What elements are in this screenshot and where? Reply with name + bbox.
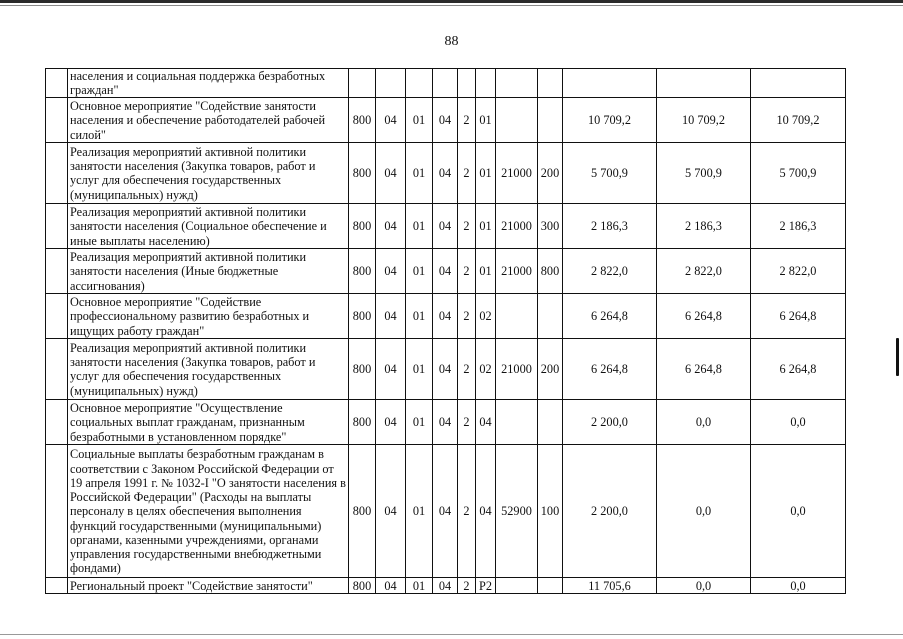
row-lead-cell [46,249,68,294]
section-code: 04 [376,249,406,294]
event-code: 01 [476,143,496,204]
event-code: 04 [476,400,496,445]
row-lead-cell [46,578,68,594]
table-row [46,339,846,400]
event-code: 02 [476,339,496,400]
table-row [46,204,846,249]
program-code [433,69,458,98]
subprogram-code: 2 [458,339,476,400]
program-code: 04 [433,445,458,578]
row-lead-cell [46,143,68,204]
program-code: 04 [433,339,458,400]
section-code: 04 [376,445,406,578]
amount-year-1: 6 264,8 [563,294,657,339]
subsection-code: 01 [406,400,433,445]
row-name: Реализация мероприятий активной политики занятости населения (Социальное обеспечение и иные выплаты населению) [68,204,349,249]
ministry-code: 800 [349,204,376,249]
row-name: Реализация мероприятий активной политики занятости населения (Иные бюджетные ассигнования) [68,249,349,294]
ministry-code: 800 [349,445,376,578]
amount-year-2: 6 264,8 [657,294,751,339]
budget-table [45,68,846,594]
amount-year-3: 10 709,2 [751,98,846,143]
table-body [46,69,846,594]
scan-edge-mark [896,338,899,376]
amount-year-3: 0,0 [751,578,846,594]
subprogram-code: 2 [458,204,476,249]
amount-year-2: 0,0 [657,578,751,594]
ministry-code: 800 [349,294,376,339]
expense-type-code [538,98,563,143]
top-border-thin [0,5,903,6]
amount-year-2: 10 709,2 [657,98,751,143]
amount-year-1: 2 822,0 [563,249,657,294]
section-code: 04 [376,143,406,204]
ministry-code: 800 [349,98,376,143]
direction-code: 21000 [496,204,538,249]
amount-year-2: 0,0 [657,445,751,578]
subprogram-code: 2 [458,578,476,594]
amount-year-3: 6 264,8 [751,294,846,339]
row-lead-cell [46,400,68,445]
subsection-code [406,69,433,98]
amount-year-2: 5 700,9 [657,143,751,204]
table-row [46,578,846,594]
amount-year-3: 0,0 [751,445,846,578]
amount-year-2: 0,0 [657,400,751,445]
direction-code: 52900 [496,445,538,578]
section-code: 04 [376,400,406,445]
direction-code: 21000 [496,249,538,294]
ministry-code: 800 [349,578,376,594]
direction-code: 21000 [496,339,538,400]
event-code: 04 [476,445,496,578]
row-name: Реализация мероприятий активной политики занятости населения (Закупка товаров, работ и услуг для обеспечения государственных (муниципальных) нужд) [68,339,349,400]
subsection-code: 01 [406,294,433,339]
table-row [46,294,846,339]
amount-year-3: 2 822,0 [751,249,846,294]
expense-type-code [538,69,563,98]
subsection-code: 01 [406,249,433,294]
event-code [476,69,496,98]
direction-code [496,294,538,339]
expense-type-code: 200 [538,143,563,204]
subprogram-code: 2 [458,400,476,445]
table-row [46,445,846,578]
table-row [46,249,846,294]
row-lead-cell [46,339,68,400]
expense-type-code: 200 [538,339,563,400]
table-row [46,98,846,143]
subsection-code: 01 [406,578,433,594]
program-code: 04 [433,400,458,445]
expense-type-code [538,578,563,594]
page-number: 88 [444,34,459,49]
ministry-code: 800 [349,339,376,400]
ministry-code: 800 [349,249,376,294]
row-name: Основное мероприятие "Содействие занятости населения и обеспечение работодателей рабочей силой" [68,98,349,143]
expense-type-code: 300 [538,204,563,249]
subprogram-code: 2 [458,143,476,204]
direction-code: 21000 [496,143,538,204]
amount-year-3: 5 700,9 [751,143,846,204]
amount-year-2: 2 822,0 [657,249,751,294]
amount-year-1: 11 705,6 [563,578,657,594]
section-code: 04 [376,98,406,143]
row-name: Основное мероприятие "Осуществление социальных выплат гражданам, признанным безработными в установленном порядке" [68,400,349,445]
expense-type-code: 100 [538,445,563,578]
section-code: 04 [376,294,406,339]
section-code: 04 [376,578,406,594]
amount-year-1: 5 700,9 [563,143,657,204]
expense-type-code: 800 [538,249,563,294]
row-lead-cell [46,294,68,339]
program-code: 04 [433,143,458,204]
program-code: 04 [433,578,458,594]
row-lead-cell [46,445,68,578]
subsection-code: 01 [406,445,433,578]
amount-year-1: 6 264,8 [563,339,657,400]
subprogram-code: 2 [458,445,476,578]
row-name: Реализация мероприятий активной политики занятости населения (Закупка товаров, работ и услуг для обеспечения государственных (муниципальных) нужд) [68,143,349,204]
amount-year-1: 10 709,2 [563,98,657,143]
section-code: 04 [376,339,406,400]
amount-year-3 [751,69,846,98]
expense-type-code [538,400,563,445]
table-row [46,143,846,204]
direction-code [496,69,538,98]
amount-year-3: 0,0 [751,400,846,445]
event-code: P2 [476,578,496,594]
event-code: 01 [476,98,496,143]
expense-type-code [538,294,563,339]
ministry-code [349,69,376,98]
ministry-code: 800 [349,143,376,204]
subsection-code: 01 [406,339,433,400]
event-code: 01 [476,249,496,294]
subprogram-code [458,69,476,98]
program-code: 04 [433,294,458,339]
amount-year-2: 2 186,3 [657,204,751,249]
subsection-code: 01 [406,143,433,204]
program-code: 04 [433,98,458,143]
direction-code [496,400,538,445]
event-code: 02 [476,294,496,339]
ministry-code: 800 [349,400,376,445]
section-code [376,69,406,98]
event-code: 01 [476,204,496,249]
row-lead-cell [46,204,68,249]
table-row [46,400,846,445]
row-lead-cell [46,98,68,143]
subsection-code: 01 [406,98,433,143]
amount-year-3: 2 186,3 [751,204,846,249]
table-row [46,69,846,98]
row-name: Региональный проект "Содействие занятости" [68,578,349,594]
row-lead-cell [46,69,68,98]
amount-year-2 [657,69,751,98]
amount-year-3: 6 264,8 [751,339,846,400]
program-code: 04 [433,204,458,249]
row-name: населения и социальная поддержка безработных граждан" [68,69,349,98]
amount-year-2: 6 264,8 [657,339,751,400]
amount-year-1 [563,69,657,98]
amount-year-1: 2 186,3 [563,204,657,249]
amount-year-1: 2 200,0 [563,445,657,578]
program-code: 04 [433,249,458,294]
subsection-code: 01 [406,204,433,249]
subprogram-code: 2 [458,249,476,294]
subprogram-code: 2 [458,294,476,339]
section-code: 04 [376,204,406,249]
bottom-border [0,634,903,635]
row-name: Социальные выплаты безработным гражданам в соответствии с Законом Российской Федерации от 19 апреля 1991 г. № 1032-I "О занятости населения в Российской Федерации" (Расходы на выплаты персоналу в целях обеспечения выполнения функций государственными (муниципальными) органами, казенными учреждениями, органами управления государственными внебюджетными фондами) [68,445,349,578]
amount-year-1: 2 200,0 [563,400,657,445]
subprogram-code: 2 [458,98,476,143]
row-name: Основное мероприятие "Содействие профессиональному развитию безработных и ищущих работу граждан" [68,294,349,339]
direction-code [496,578,538,594]
top-border [0,0,903,3]
direction-code [496,98,538,143]
